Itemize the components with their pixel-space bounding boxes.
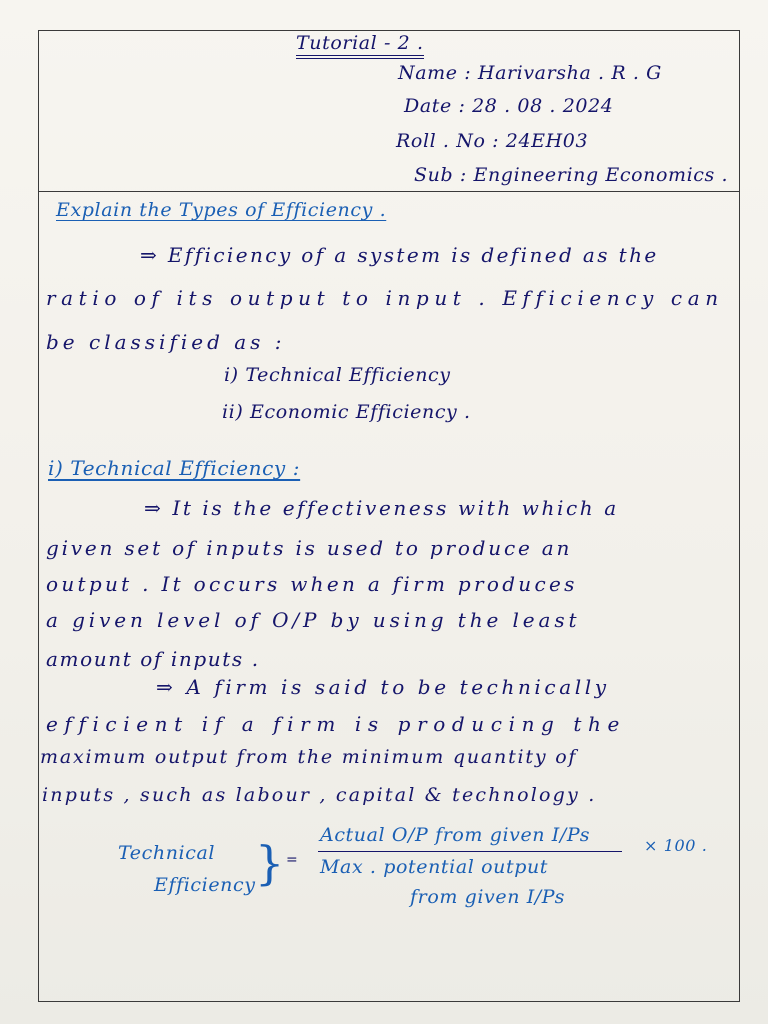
formula-numerator: Actual O/P from given I/Ps xyxy=(320,824,591,846)
page-title: Tutorial - 2 . xyxy=(296,32,424,59)
intro-line-3: be classified as : xyxy=(46,330,286,354)
student-name: Name : Harivarsha . R . G xyxy=(398,62,662,84)
question-heading: Explain the Types of Efficiency . xyxy=(56,199,387,221)
section-heading-technical: i) Technical Efficiency : xyxy=(48,456,301,480)
formula-multiplier: × 100 . xyxy=(644,836,708,855)
formula-denominator-line-2: from given I/Ps xyxy=(410,886,566,908)
roll-number: Roll . No : 24EH03 xyxy=(396,130,589,152)
fraction-bar xyxy=(318,851,622,852)
para2-line-3: maximum output from the minimum quantity of xyxy=(40,746,578,768)
curly-brace-icon: } xyxy=(255,836,285,890)
para1-line-1: ⇒ It is the effectiveness with which a xyxy=(144,496,619,520)
header-divider xyxy=(38,191,740,192)
subject-line: Sub : Engineering Economics . xyxy=(414,164,729,186)
type-item-2: ii) Economic Efficiency . xyxy=(222,401,471,423)
para1-line-2: given set of inputs is used to produce an xyxy=(46,536,573,560)
intro-line-1: ⇒ Efficiency of a system is defined as the xyxy=(140,243,659,267)
para2-line-1: ⇒ A firm is said to be technically xyxy=(156,675,610,699)
intro-line-2: ratio of its output to input . Efficiency can xyxy=(46,286,724,310)
formula-denominator-line-1: Max . potential output xyxy=(320,856,549,878)
type-item-1: i) Technical Efficiency xyxy=(224,364,451,386)
date-line: Date : 28 . 08 . 2024 xyxy=(404,95,614,117)
formula-lhs-line-2: Efficiency xyxy=(154,874,256,896)
para1-line-3: output . It occurs when a firm produces xyxy=(46,572,578,596)
para1-line-5: amount of inputs . xyxy=(46,647,260,671)
formula-lhs-line-1: Technical xyxy=(118,842,216,864)
para2-line-4: inputs , such as labour , capital & technology . xyxy=(42,784,597,806)
para2-line-2: efficient if a firm is producing the xyxy=(46,712,626,736)
para1-line-4: a given level of O/P by using the least xyxy=(46,608,581,632)
formula-equals: = xyxy=(286,852,299,868)
